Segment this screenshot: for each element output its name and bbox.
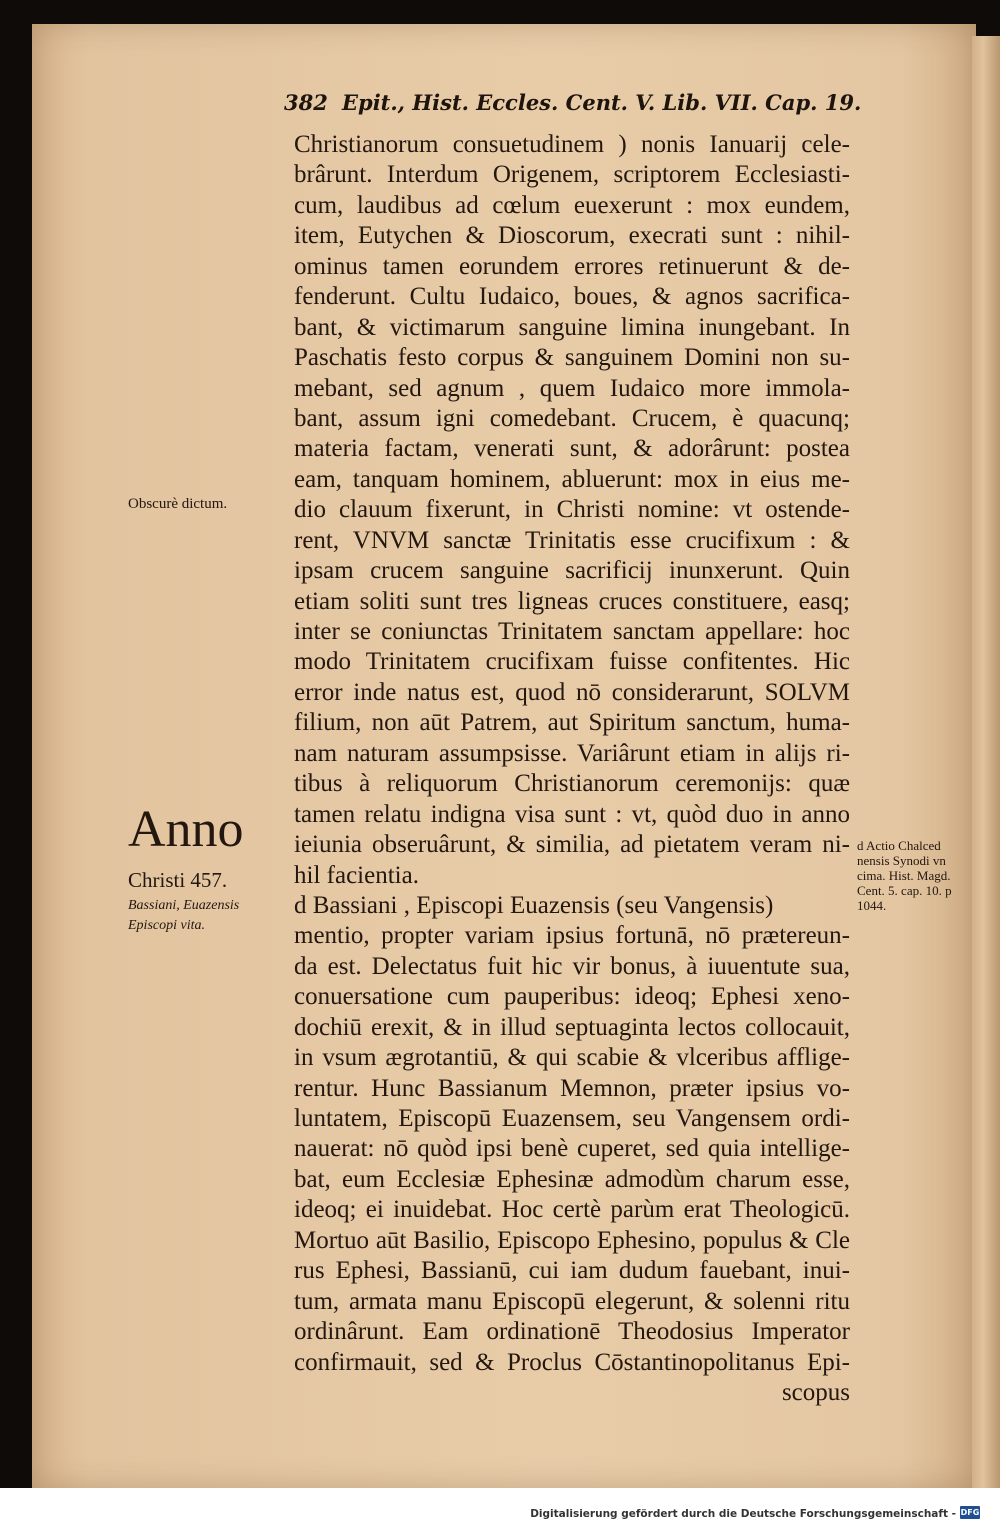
text-line: ieiunia obseruârunt, & similia, ad pietatem veram ni- [294,831,850,859]
text-line: error inde natus est, quod nō considerarunt, SOLVM [294,678,850,706]
margin-anno-heading: Anno [128,801,244,858]
text-line: Paschatis festo corpus & sanguinem Domini non su- [294,344,850,372]
text-line: materia factam, venerati sunt, & adorârunt: postea [294,435,850,463]
text-line: ordinârunt. Eam ordinationē Theodosius Imperator [294,1318,850,1346]
margin-note-bassiani: Bassiani, Euazensis [128,898,240,913]
text-line: dio clauum fixerunt, in Christi nomine: vt ostende- [294,496,850,524]
margin-note-line: nensis Synodi vn [857,853,946,868]
text-line: brârunt. Interdum Origenem, scriptorem Ecclesiasti- [294,161,850,189]
text-line: rus Ephesi, Bassianū, cui iam dudum fauebant, inui- [294,1257,850,1285]
dfg-logo: DFG [960,1508,980,1517]
text-line: nam naturam assumpsisse. Variârunt etiam in alijs ri- [294,739,850,767]
text-line: nauerat: nō quòd ipsi benè cuperet, sed quia intellige- [294,1135,850,1163]
text-line: bat, eum Ecclesiæ Ephesinæ admodùm charum esse, [294,1165,850,1193]
text-line: scopus [781,1378,850,1406]
text-line: ipsam crucem sanguine sacrificij inunxerunt. Quin [294,557,850,585]
text-line: rent, VNVM sanctæ Trinitatis esse crucifixum : & [294,526,850,554]
text-line: rentur. Hunc Bassianum Memnon, præter ipsius vo- [294,1074,850,1102]
text-line: etiam soliti sunt tres ligneas cruces constituere, easq; [294,587,850,615]
text-line: filium, non aūt Patrem, aut Spiritum sanctum, huma- [294,709,850,737]
running-head [284,84,862,124]
text-line: tibus à reliquorum Christianorum ceremonijs: quæ [294,770,850,798]
text-line: tum, armata manu Episcopū elegerunt, & solenni ritu [294,1287,850,1315]
margin-note-obscure: Obscurè dictum. [128,496,228,512]
running-head-title: Epit., Hist. Eccles. Cent. V. Lib. VII. Cap. 19. [342,90,862,115]
footer-credit: Digitalisierung gefördert durch die Deutsche Forschungsgemeinschaft - [530,1508,956,1520]
margin-note-line: 1044. [857,898,887,913]
text-line: confirmauit, sed & Proclus Cōstantinopolitanus Epi- [294,1348,850,1376]
text-line: ominus tamen eorundem errores retinuerunt & de- [294,252,850,280]
margin-note-bassiani-vita: Episcopi vita. [128,918,205,933]
text-line: luntatem, Episcopū Euazensem, seu Vangensem ordi- [294,1105,850,1132]
text-line: Christianorum consuetudinem ) nonis Ianuarij cele- [294,131,850,158]
text-line: da est. Delectatus fuit hic vir bonus, à iuuentute sua, [294,952,850,980]
page-edge [972,36,1000,1488]
text-line: bant, assum igni comedebant. Crucem, è quacunq; [294,404,850,432]
margin-note-line: Cent. 5. cap. 10. p [857,883,952,898]
text-line: conuersatione cum pauperibus: ideoq; Ephesi xeno- [294,983,850,1011]
text-line: d Bassiani , Episcopi Euazensis (seu Vangensis) [294,891,774,919]
text-line: Mortuo aūt Basilio, Episcopo Ephesino, populus & Cle [294,1226,850,1254]
text-line: hil facientia. [294,861,419,889]
page-number: 382 [284,90,328,115]
text-line: mentio, propter variam ipsius fortunā, nō prætereun- [294,922,850,950]
text-line: item, Eutychen & Dioscorum, execrati sunt : nihil- [294,222,850,250]
text-line: eam, tanquam hominem, abluerunt: mox in eius me- [294,465,850,493]
margin-note-line: d Actio Chalced [857,838,941,853]
text-line: cum, laudibus ad cœlum euexerunt : mox eundem, [294,191,850,219]
text-line: inter se coniunctas Trinitatem sanctam appellare: hoc [294,618,850,645]
margin-anno-year: Christi 457. [128,868,228,892]
text-line: dochiū erexit, & in illud septuaginta lectos collocauit, [294,1013,850,1041]
main-text-column [294,130,850,1408]
text-line: modo Trinitatem crucifixam fuisse confitentes. Hic [294,648,850,676]
text-line: tamen relatu indigna visa sunt : vt, quòd duo in anno [294,800,850,828]
text-line: fenderunt. Cultu Iudaico, boues, & agnos sacrifica- [294,283,850,311]
margin-note-right [857,838,977,913]
text-line: in vsum ægrotantiū, & qui scabie & vlceribus afflige- [294,1044,850,1072]
text-line: bant, & victimarum sanguine limina inungebant. In [294,313,850,341]
text-line: ideoq; ei inuidebat. Hoc certè parùm erat Theologicū. [294,1196,850,1224]
margin-note-line: cima. Hist. Magd. [857,868,951,883]
text-line: mebant, sed agnum , quem Iudaico more immola- [294,374,850,402]
